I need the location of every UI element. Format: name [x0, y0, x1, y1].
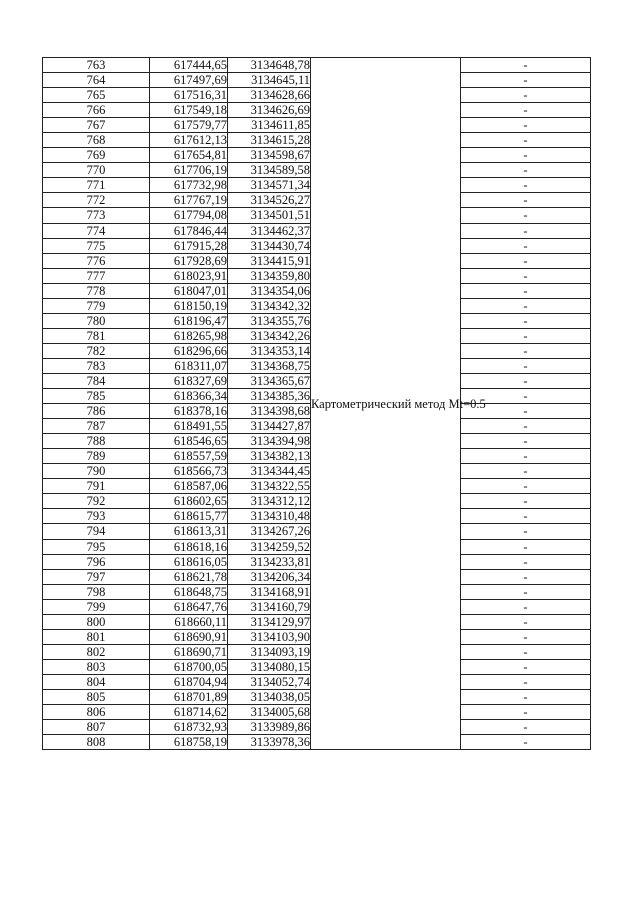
x-coordinate-cell: 618704,94 [150, 674, 228, 689]
x-coordinate-cell: 618647,76 [150, 599, 228, 614]
y-coordinate-cell: 3134080,15 [228, 659, 311, 674]
x-coordinate-cell: 618557,59 [150, 449, 228, 464]
y-coordinate-cell: 3134206,34 [228, 569, 311, 584]
y-coordinate-cell: 3134398,68 [228, 404, 311, 419]
dash-cell: - [461, 148, 591, 163]
dash-cell: - [461, 313, 591, 328]
x-coordinate-cell: 618615,77 [150, 509, 228, 524]
x-coordinate-cell: 618196,47 [150, 313, 228, 328]
dash-cell: - [461, 705, 591, 720]
x-coordinate-cell: 618587,06 [150, 479, 228, 494]
x-coordinate-cell: 618150,19 [150, 298, 228, 313]
x-coordinate-cell: 617549,18 [150, 103, 228, 118]
y-coordinate-cell: 3134382,13 [228, 449, 311, 464]
x-coordinate-cell: 618700,05 [150, 659, 228, 674]
coordinates-table-body [43, 58, 591, 750]
y-coordinate-cell: 3134648,78 [228, 58, 311, 73]
y-coordinate-cell: 3134168,91 [228, 584, 311, 599]
dash-cell: - [461, 163, 591, 178]
y-coordinate-cell: 3134365,67 [228, 373, 311, 388]
dash-cell: - [461, 735, 591, 750]
x-coordinate-cell: 618366,34 [150, 389, 228, 404]
y-coordinate-cell: 3134415,91 [228, 253, 311, 268]
point-number-cell: 791 [43, 479, 150, 494]
dash-cell: - [461, 449, 591, 464]
y-coordinate-cell: 3133978,36 [228, 735, 311, 750]
x-coordinate-cell: 617654,81 [150, 148, 228, 163]
x-coordinate-cell: 618618,16 [150, 539, 228, 554]
point-number-cell: 795 [43, 539, 150, 554]
dash-cell: - [461, 178, 591, 193]
y-coordinate-cell: 3134427,87 [228, 419, 311, 434]
point-number-cell: 771 [43, 178, 150, 193]
point-number-cell: 784 [43, 373, 150, 388]
y-coordinate-cell: 3134385,36 [228, 389, 311, 404]
y-coordinate-cell: 3134038,05 [228, 689, 311, 704]
x-coordinate-cell: 617516,31 [150, 88, 228, 103]
y-coordinate-cell: 3134394,98 [228, 434, 311, 449]
point-number-cell: 798 [43, 584, 150, 599]
point-number-cell: 800 [43, 614, 150, 629]
y-coordinate-cell: 3134160,79 [228, 599, 311, 614]
dash-cell: - [461, 298, 591, 313]
dash-cell: - [461, 629, 591, 644]
dash-cell: - [461, 524, 591, 539]
dash-cell: - [461, 689, 591, 704]
dash-cell: - [461, 464, 591, 479]
point-number-cell: 782 [43, 343, 150, 358]
x-coordinate-cell: 618311,07 [150, 358, 228, 373]
dash-cell: - [461, 88, 591, 103]
x-coordinate-cell: 617706,19 [150, 163, 228, 178]
dash-cell: - [461, 208, 591, 223]
point-number-cell: 804 [43, 674, 150, 689]
dash-cell: - [461, 494, 591, 509]
y-coordinate-cell: 3134342,26 [228, 328, 311, 343]
point-number-cell: 786 [43, 404, 150, 419]
point-number-cell: 780 [43, 313, 150, 328]
y-coordinate-cell: 3134267,26 [228, 524, 311, 539]
point-number-cell: 765 [43, 88, 150, 103]
x-coordinate-cell: 618023,91 [150, 268, 228, 283]
point-number-cell: 777 [43, 268, 150, 283]
y-coordinate-cell: 3134355,76 [228, 313, 311, 328]
y-coordinate-cell: 3134589,58 [228, 163, 311, 178]
dash-cell: - [461, 283, 591, 298]
x-coordinate-cell: 618613,31 [150, 524, 228, 539]
x-coordinate-cell: 617794,08 [150, 208, 228, 223]
dash-cell: - [461, 373, 591, 388]
point-number-cell: 783 [43, 358, 150, 373]
point-number-cell: 778 [43, 283, 150, 298]
dash-cell: - [461, 103, 591, 118]
point-number-cell: 770 [43, 163, 150, 178]
dash-cell: - [461, 223, 591, 238]
point-number-cell: 787 [43, 419, 150, 434]
dash-cell: - [461, 554, 591, 569]
x-coordinate-cell: 618296,66 [150, 343, 228, 358]
x-coordinate-cell: 618047,01 [150, 283, 228, 298]
y-coordinate-cell: 3134103,90 [228, 629, 311, 644]
point-number-cell: 807 [43, 720, 150, 735]
x-coordinate-cell: 618327,69 [150, 373, 228, 388]
dash-cell: - [461, 358, 591, 373]
point-number-cell: 772 [43, 193, 150, 208]
y-coordinate-cell: 3134359,80 [228, 268, 311, 283]
y-coordinate-cell: 3134005,68 [228, 705, 311, 720]
dash-cell: - [461, 569, 591, 584]
dash-cell: - [461, 434, 591, 449]
x-coordinate-cell: 617767,19 [150, 193, 228, 208]
point-number-cell: 796 [43, 554, 150, 569]
point-number-cell: 774 [43, 223, 150, 238]
x-coordinate-cell: 617444,65 [150, 58, 228, 73]
dash-cell: - [461, 479, 591, 494]
dash-cell: - [461, 253, 591, 268]
point-number-cell: 781 [43, 328, 150, 343]
coordinates-table [42, 57, 591, 750]
dash-cell: - [461, 614, 591, 629]
point-number-cell: 808 [43, 735, 150, 750]
point-number-cell: 790 [43, 464, 150, 479]
dash-cell: - [461, 599, 591, 614]
dash-cell: - [461, 419, 591, 434]
x-coordinate-cell: 618758,19 [150, 735, 228, 750]
dash-cell: - [461, 193, 591, 208]
y-coordinate-cell: 3134501,51 [228, 208, 311, 223]
point-number-cell: 788 [43, 434, 150, 449]
point-number-cell: 801 [43, 629, 150, 644]
x-coordinate-cell: 618648,75 [150, 584, 228, 599]
x-coordinate-cell: 618690,71 [150, 644, 228, 659]
dash-cell: - [461, 584, 591, 599]
y-coordinate-cell: 3134312,12 [228, 494, 311, 509]
point-number-cell: 764 [43, 73, 150, 88]
x-coordinate-cell: 617846,44 [150, 223, 228, 238]
x-coordinate-cell: 617928,69 [150, 253, 228, 268]
y-coordinate-cell: 3134322,55 [228, 479, 311, 494]
y-coordinate-cell: 3134093,19 [228, 644, 311, 659]
point-number-cell: 763 [43, 58, 150, 73]
y-coordinate-cell: 3134615,28 [228, 133, 311, 148]
x-coordinate-cell: 618690,91 [150, 629, 228, 644]
dash-cell: - [461, 118, 591, 133]
method-cell: Картометрический метод Mt=0.5 [311, 58, 461, 750]
y-coordinate-cell: 3134353,14 [228, 343, 311, 358]
y-coordinate-cell: 3133989,86 [228, 720, 311, 735]
x-coordinate-cell: 618714,62 [150, 705, 228, 720]
dash-cell: - [461, 644, 591, 659]
point-number-cell: 776 [43, 253, 150, 268]
point-number-cell: 793 [43, 509, 150, 524]
point-number-cell: 789 [43, 449, 150, 464]
y-coordinate-cell: 3134628,66 [228, 88, 311, 103]
y-coordinate-cell: 3134310,48 [228, 509, 311, 524]
y-coordinate-cell: 3134611,85 [228, 118, 311, 133]
y-coordinate-cell: 3134233,81 [228, 554, 311, 569]
point-number-cell: 794 [43, 524, 150, 539]
x-coordinate-cell: 617579,77 [150, 118, 228, 133]
point-number-cell: 769 [43, 148, 150, 163]
y-coordinate-cell: 3134354,06 [228, 283, 311, 298]
x-coordinate-cell: 618621,78 [150, 569, 228, 584]
point-number-cell: 792 [43, 494, 150, 509]
point-number-cell: 805 [43, 689, 150, 704]
x-coordinate-cell: 617915,28 [150, 238, 228, 253]
dash-cell: - [461, 238, 591, 253]
x-coordinate-cell: 617732,98 [150, 178, 228, 193]
y-coordinate-cell: 3134462,37 [228, 223, 311, 238]
x-coordinate-cell: 618491,55 [150, 419, 228, 434]
y-coordinate-cell: 3134342,32 [228, 298, 311, 313]
point-number-cell: 773 [43, 208, 150, 223]
point-number-cell: 766 [43, 103, 150, 118]
dash-cell: - [461, 539, 591, 554]
y-coordinate-cell: 3134645,11 [228, 73, 311, 88]
point-number-cell: 802 [43, 644, 150, 659]
point-number-cell: 768 [43, 133, 150, 148]
point-number-cell: 785 [43, 389, 150, 404]
y-coordinate-cell: 3134571,34 [228, 178, 311, 193]
point-number-cell: 806 [43, 705, 150, 720]
point-number-cell: 779 [43, 298, 150, 313]
y-coordinate-cell: 3134129,97 [228, 614, 311, 629]
x-coordinate-cell: 618378,16 [150, 404, 228, 419]
point-number-cell: 799 [43, 599, 150, 614]
y-coordinate-cell: 3134259,52 [228, 539, 311, 554]
x-coordinate-cell: 618701,89 [150, 689, 228, 704]
dash-cell: - [461, 674, 591, 689]
dash-cell: - [461, 509, 591, 524]
y-coordinate-cell: 3134626,69 [228, 103, 311, 118]
x-coordinate-cell: 618546,65 [150, 434, 228, 449]
dash-cell: - [461, 389, 591, 404]
x-coordinate-cell: 618566,73 [150, 464, 228, 479]
dash-cell: - [461, 404, 591, 419]
dash-cell: - [461, 343, 591, 358]
x-coordinate-cell: 617612,13 [150, 133, 228, 148]
dash-cell: - [461, 659, 591, 674]
x-coordinate-cell: 618265,98 [150, 328, 228, 343]
y-coordinate-cell: 3134598,67 [228, 148, 311, 163]
dash-cell: - [461, 73, 591, 88]
x-coordinate-cell: 618732,93 [150, 720, 228, 735]
table-row [43, 58, 591, 73]
point-number-cell: 803 [43, 659, 150, 674]
y-coordinate-cell: 3134430,74 [228, 238, 311, 253]
y-coordinate-cell: 3134052,74 [228, 674, 311, 689]
point-number-cell: 775 [43, 238, 150, 253]
y-coordinate-cell: 3134526,27 [228, 193, 311, 208]
dash-cell: - [461, 58, 591, 73]
x-coordinate-cell: 618660,11 [150, 614, 228, 629]
point-number-cell: 797 [43, 569, 150, 584]
y-coordinate-cell: 3134344,45 [228, 464, 311, 479]
x-coordinate-cell: 618602,65 [150, 494, 228, 509]
point-number-cell: 767 [43, 118, 150, 133]
x-coordinate-cell: 617497,69 [150, 73, 228, 88]
y-coordinate-cell: 3134368,75 [228, 358, 311, 373]
x-coordinate-cell: 618616,05 [150, 554, 228, 569]
dash-cell: - [461, 720, 591, 735]
dash-cell: - [461, 328, 591, 343]
dash-cell: - [461, 268, 591, 283]
dash-cell: - [461, 133, 591, 148]
